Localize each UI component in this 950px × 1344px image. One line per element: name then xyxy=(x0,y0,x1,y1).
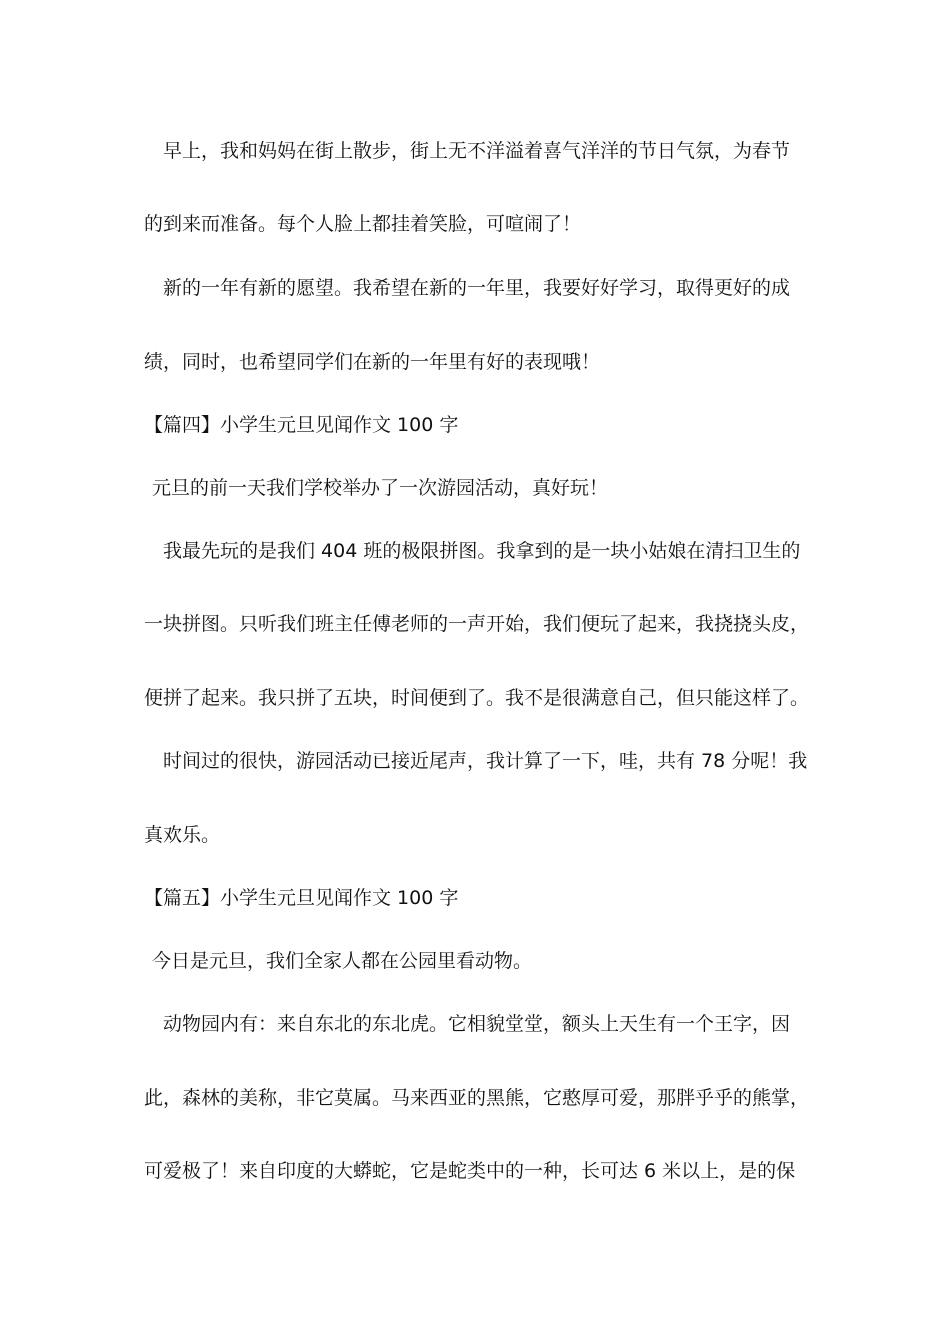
paragraph-line: 绩，同时，也希望同学们在新的一年里有好的表现哦！ xyxy=(144,351,601,373)
paragraph-line: 可爱极了！来自印度的大蟒蛇，它是蛇类中的一种，长可达 6 米以上，是的保 xyxy=(144,1160,796,1182)
paragraph-line: 真欢乐。 xyxy=(144,824,221,846)
paragraph-line: 一块拼图。只听我们班主任傅老师的一声开始，我们便玩了起来，我挠挠头皮， xyxy=(144,613,810,635)
paragraph-line: 此，森林的美称，非它莫属。马来西亚的黑熊，它憨厚可爱，那胖乎乎的熊掌， xyxy=(144,1087,810,1109)
section-heading: 【篇四】小学生元旦见闻作文 100 字 xyxy=(144,414,459,436)
paragraph-line: 今日是元旦，我们全家人都在公园里看动物。 xyxy=(152,950,533,972)
section-heading: 【篇五】小学生元旦见闻作文 100 字 xyxy=(144,887,459,909)
paragraph-line: 早上，我和妈妈在街上散步，街上无不洋溢着喜气洋洋的节日气氛，为春节 xyxy=(163,140,791,162)
paragraph-line: 便拼了起来。我只拼了五块，时间便到了。我不是很满意自己，但只能这样了。 xyxy=(144,687,810,709)
paragraph-line: 元旦的前一天我们学校举办了一次游园活动，真好玩！ xyxy=(152,477,609,499)
paragraph-line: 我最先玩的是我们 404 班的极限拼图。我拿到的是一块小姑娘在清扫卫生的 xyxy=(163,540,801,562)
paragraph-line: 动物园内有：来自东北的东北虎。它相貌堂堂，额头上天生有一个王字，因 xyxy=(163,1013,791,1035)
paragraph-line: 新的一年有新的愿望。我希望在新的一年里，我要好好学习，取得更好的成 xyxy=(163,277,791,299)
paragraph-line: 的到来而准备。每个人脸上都挂着笑脸，可喧闹了！ xyxy=(144,213,582,235)
paragraph-line: 时间过的很快，游园活动已接近尾声，我计算了一下，哇，共有 78 分呢！我 xyxy=(163,750,808,772)
